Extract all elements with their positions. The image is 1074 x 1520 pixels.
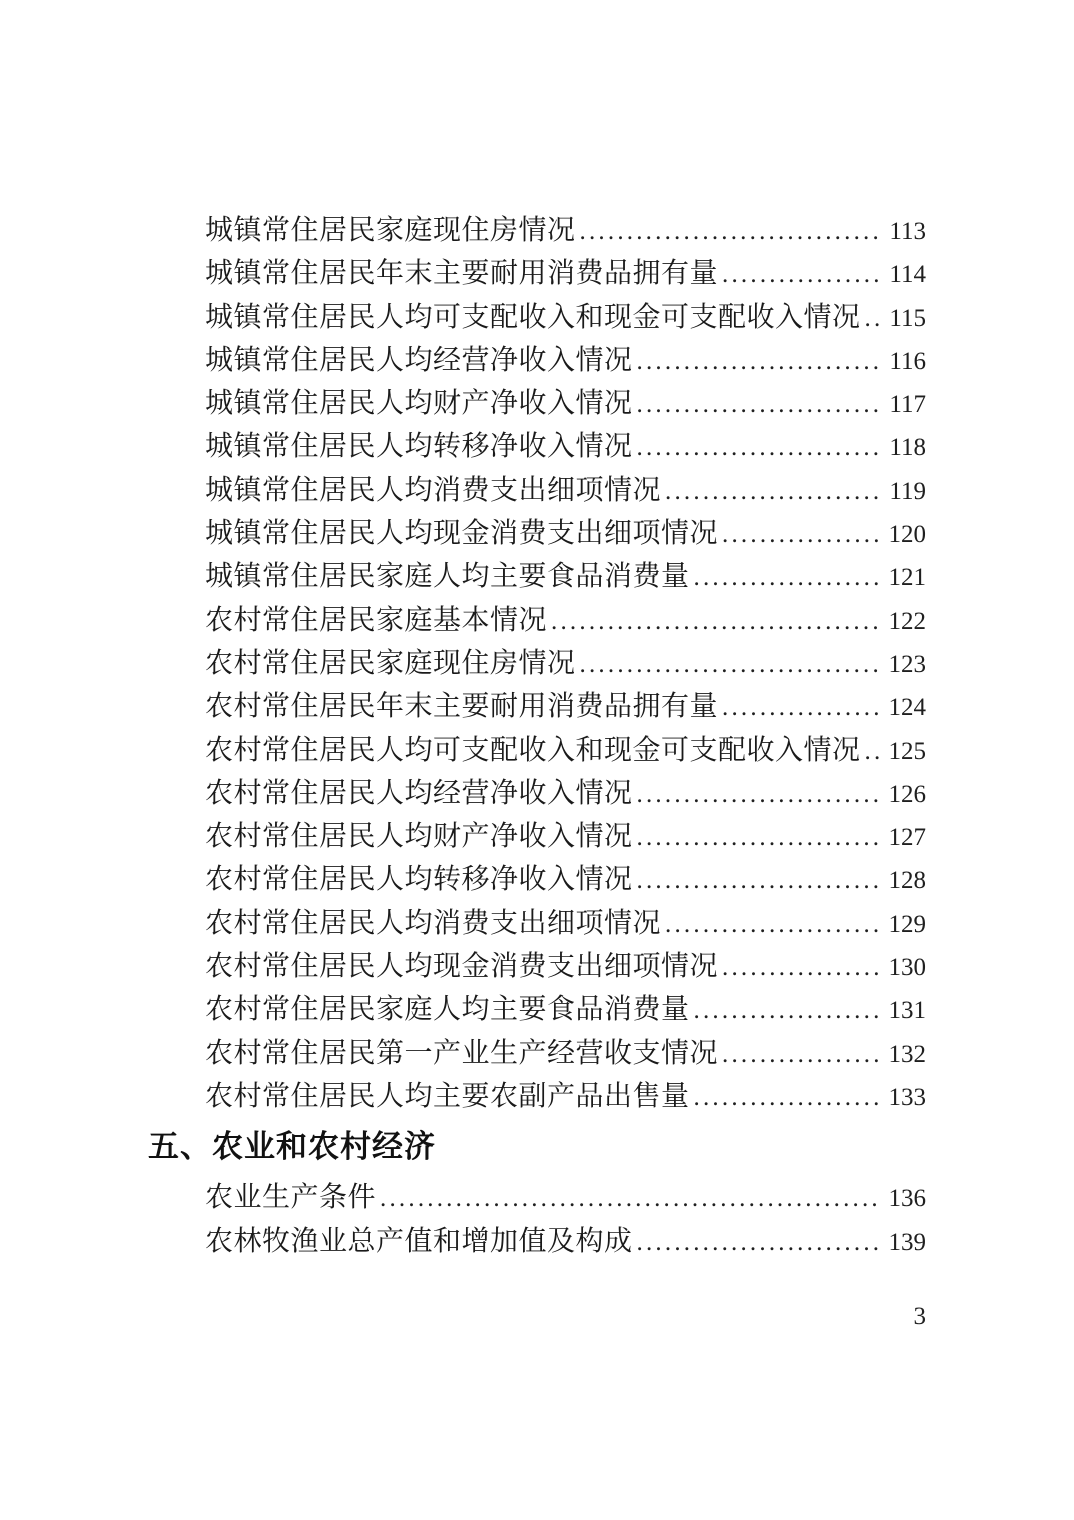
toc-dot-leader [722,686,881,729]
toc-entry-page-number: 130 [888,954,926,982]
toc-dot-leader [637,383,883,426]
toc-entry [205,469,926,512]
toc-entry-page-number: 126 [888,780,926,808]
toc-entry [205,296,926,339]
toc-entry [205,685,926,728]
toc-dot-leader [551,600,881,643]
toc-dot-leader [694,989,882,1032]
toc-entry [205,555,926,598]
toc-entry [205,815,926,858]
toc-entry [205,729,926,772]
toc-entry-page-number: 128 [888,867,926,895]
toc-entry [205,902,926,945]
toc-entry-title: 农村常住居民家庭人均主要食品消费量 [205,994,690,1026]
toc-entry [205,382,926,425]
toc-dot-leader [722,513,881,556]
toc-dot-leader [637,426,883,469]
toc-entry [205,988,926,1031]
toc-entry [205,1220,926,1263]
toc-content [148,209,926,1263]
toc-entry-page-number: 133 [888,1083,926,1111]
toc-entry [205,642,926,685]
toc-entry-page-number: 123 [888,650,926,678]
toc-entry-title: 农村常住居民家庭基本情况 [205,604,548,636]
toc-entry [205,599,926,642]
toc-entry-title: 农村常住居民人均消费支出细项情况 [205,907,662,939]
toc-entry-title: 农村常住居民年末主要耐用消费品拥有量 [205,691,719,723]
toc-entry-title: 农村常住居民人均主要农副产品出售量 [205,1080,690,1112]
toc-entry-page-number: 136 [888,1185,926,1213]
toc-entry [205,1075,926,1118]
toc-entry-page-number: 114 [889,261,926,289]
toc-entry-page-number: 116 [889,347,926,375]
toc-dot-leader [637,1221,882,1264]
toc-dot-leader [722,253,882,296]
toc-entry-title: 城镇常住居民人均财产净收入情况 [205,388,633,420]
toc-entry-page-number: 131 [888,997,926,1025]
toc-section-heading: 五、农业和农村经济 [148,1129,436,1165]
toc-dot-leader [694,1076,882,1119]
toc-entry-title: 农村常住居民人均财产净收入情况 [205,821,633,853]
toc-entry [205,1176,926,1219]
toc-dot-leader [580,643,882,686]
toc-entry [205,1032,926,1075]
toc-entry [205,252,926,295]
toc-dot-leader [637,340,883,383]
toc-entry-page-number: 120 [888,521,926,549]
toc-dot-leader [380,1177,881,1220]
toc-entry-title: 城镇常住居民人均现金消费支出细项情况 [205,518,719,550]
toc-entry-title: 农林牧渔业总产值和增加值及构成 [205,1225,633,1257]
toc-entry-title: 城镇常住居民人均经营净收入情况 [205,344,633,376]
toc-entry-title: 农村常住居民家庭现住房情况 [205,647,576,679]
toc-dot-leader [865,730,882,773]
toc-entry-title: 农村常住居民人均现金消费支出细项情况 [205,951,719,983]
toc-dot-leader [580,210,883,253]
toc-entry-page-number: 118 [889,434,926,462]
toc-entry-title: 农村常住居民人均可支配收入和现金可支配收入情况 [205,734,861,766]
toc-entry-page-number: 119 [889,477,926,505]
toc-entry-page-number: 127 [888,824,926,852]
toc-entry-page-number: 113 [889,218,926,245]
toc-entry-page-number: 139 [888,1228,926,1256]
toc-dot-leader [637,859,882,902]
toc-entry-page-number: 117 [889,391,926,419]
toc-dot-leader [865,297,883,340]
toc-entry-title: 农村常住居民人均转移净收入情况 [205,864,633,896]
toc-entry [205,209,926,252]
toc-entry-page-number: 115 [889,304,926,332]
toc-entry-page-number: 124 [888,694,926,722]
toc-entry-title: 城镇常住居民人均消费支出细项情况 [205,474,662,506]
toc-dot-leader [722,1033,881,1076]
toc-entry-page-number: 132 [888,1040,926,1068]
toc-dot-leader [665,470,882,513]
toc-entry-title: 城镇常住居民人均转移净收入情况 [205,431,633,463]
toc-entry-title: 城镇常住居民人均可支配收入和现金可支配收入情况 [205,301,861,333]
toc-entry-page-number: 125 [888,737,926,765]
toc-dot-leader [637,816,882,859]
toc-entry-title: 城镇常住居民家庭现住房情况 [205,215,576,246]
toc-entry-title: 农村常住居民第一产业生产经营收支情况 [205,1037,719,1069]
toc-entry-page-number: 122 [888,607,926,635]
toc-entry [205,945,926,988]
toc-entry-page-number: 121 [888,564,926,592]
toc-entry-title: 农村常住居民人均经营净收入情况 [205,777,633,809]
toc-dot-leader [694,556,882,599]
toc-entry-page-number: 129 [888,910,926,938]
toc-dot-leader [637,773,882,816]
toc-entry-title: 城镇常住居民家庭人均主要食品消费量 [205,561,690,593]
toc-entry [205,339,926,382]
toc-entry [205,858,926,901]
toc-entry-title: 城镇常住居民年末主要耐用消费品拥有量 [205,258,719,290]
toc-entry [205,425,926,468]
toc-dot-leader [665,903,881,946]
toc-entry-title: 农业生产条件 [205,1182,377,1214]
footer-page-number: 3 [913,1303,926,1330]
toc-dot-leader [722,946,881,989]
toc-entry [205,512,926,555]
toc-entry [205,772,926,815]
